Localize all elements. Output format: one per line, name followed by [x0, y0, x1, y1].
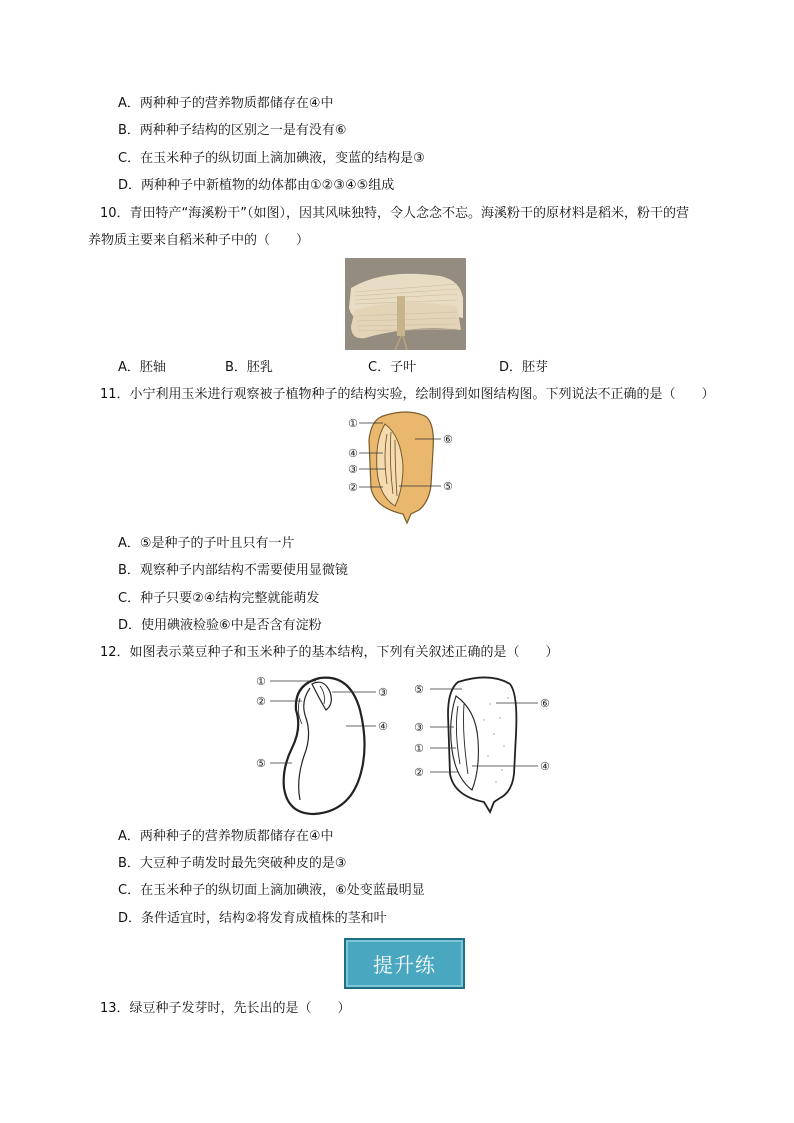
bean-seed-diagram — [250, 670, 400, 820]
q9-option-a: A．两种种子的营养物质都储存在④中 — [118, 96, 334, 111]
q10-stem-line2: 养物质主要来自稻米种子中的（ ） — [88, 233, 310, 248]
corn-label-2: ② — [414, 766, 424, 779]
corn-label-1: ① — [414, 742, 424, 755]
q12-stem: 12．如图表示菜豆种子和玉米种子的基本结构，下列有关叙述正确的是（ ） — [100, 645, 559, 660]
q12-option-c: C．在玉米种子的纵切面上滴加碘液，⑥处变蓝最明显 — [118, 883, 425, 898]
q11-stem: 11．小宁利用玉米进行观察被子植物种子的结构实验，绘制得到如图结构图。下列说法不正确的是（ ） — [100, 387, 715, 402]
q10-option-a: A．胚轴 — [118, 360, 166, 375]
corn-label-5: ⑤ — [414, 683, 424, 696]
q10-option-c: C．子叶 — [368, 360, 417, 375]
corn-label-4: ④ — [540, 760, 550, 773]
q11-label-1: ① — [348, 417, 358, 430]
bean-label-1: ① — [256, 675, 266, 688]
q11-label-3: ③ — [348, 463, 358, 476]
q12-option-d: D．条件适宜时，结构②将发育成植株的茎和叶 — [118, 911, 387, 926]
q9-option-d: D．两种种子中新植物的幼体都由①②③④⑤组成 — [118, 178, 395, 193]
q11-label-2: ② — [348, 481, 358, 494]
q11-option-d: D．使用碘液检验⑥中是否含有淀粉 — [118, 618, 322, 633]
q9-option-c: C．在玉米种子的纵切面上滴加碘液，变蓝的结构是③ — [118, 151, 425, 166]
q10-option-b: B．胚乳 — [225, 360, 273, 375]
corn-seed-diagram-q12 — [410, 674, 560, 814]
q11-label-4: ④ — [348, 447, 358, 460]
bean-label-4: ④ — [378, 720, 388, 733]
q12-option-a: A．两种种子的营养物质都储存在④中 — [118, 829, 334, 844]
corn-label-3: ③ — [414, 721, 424, 734]
corn-seed-diagram-q11 — [345, 410, 465, 525]
q11-option-a: A．⑤是种子的子叶且只有一片 — [118, 536, 295, 551]
corn-label-6: ⑥ — [540, 697, 550, 710]
q10-stem-line1: 10．青田特产“海溪粉干”（如图），因其风味独特，令人念念不忘。海溪粉干的原材料是稻米，粉干的营 — [100, 206, 690, 221]
q12-option-b: B．大豆种子萌发时最先突破种皮的是③ — [118, 856, 347, 871]
q9-option-b: B．两种种子结构的区别之一是有没有⑥ — [118, 123, 347, 138]
q11-label-5: ⑤ — [443, 480, 453, 493]
q10-option-d: D．胚芽 — [499, 360, 549, 375]
q11-option-b: B．观察种子内部结构不需要使用显微镜 — [118, 563, 348, 578]
q13-stem: 13．绿豆种子发芽时，先长出的是（ ） — [100, 1001, 351, 1016]
rice-noodle-photo — [345, 258, 466, 350]
bean-label-5: ⑤ — [256, 757, 266, 770]
q11-label-6: ⑥ — [443, 433, 453, 446]
q11-option-c: C．种子只要②④结构完整就能萌发 — [118, 591, 320, 606]
bean-label-3: ③ — [378, 686, 388, 699]
section-badge: 提升练 — [344, 938, 465, 989]
bean-label-2: ② — [256, 695, 266, 708]
